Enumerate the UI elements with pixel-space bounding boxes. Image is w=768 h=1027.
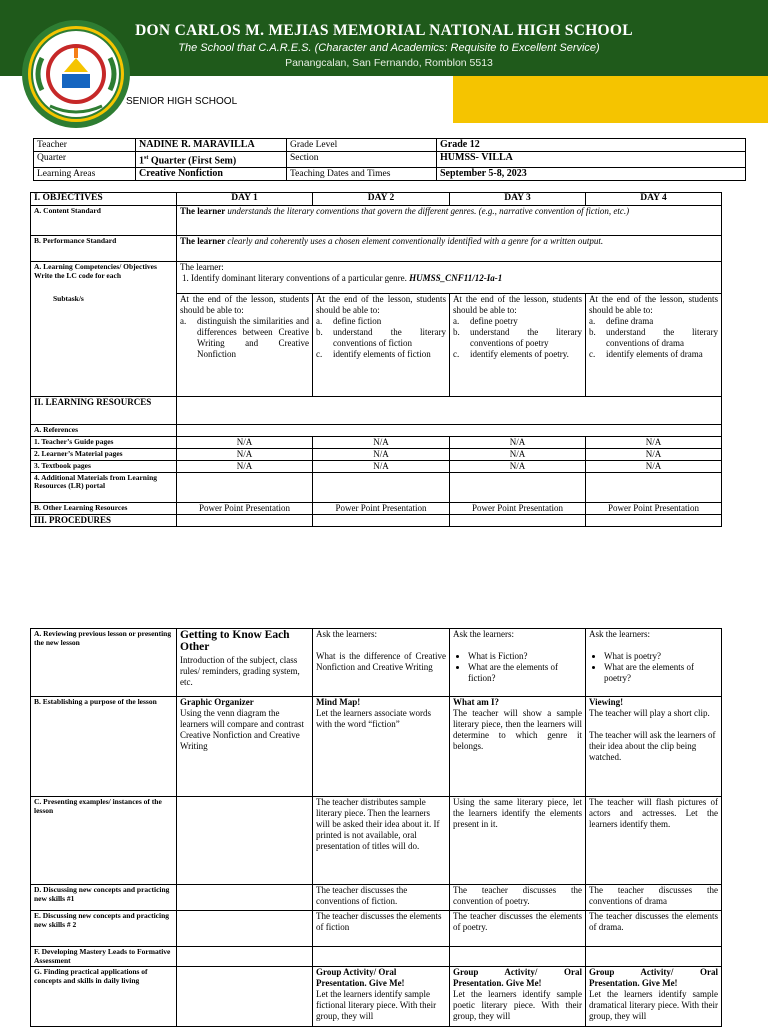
learners-material-day-3: N/A [450, 448, 586, 460]
reviewing-lesson-label: A. Reviewing previous lesson or presenting the new lesson [31, 629, 177, 697]
other-resources-label: B. Other Learning Resources [31, 502, 177, 514]
teacher-label: Teacher [34, 139, 136, 152]
textbook-day-2: N/A [313, 460, 450, 472]
applications-day-4: Group Activity/ Oral Presentation. Give Me! Let the learners identify sample dramatical literary piece. With their group, they will [586, 967, 722, 1027]
day-3-header: DAY 3 [450, 193, 586, 206]
applications-day-2: Group Activity/ Oral Presentation. Give Me! Let the learners identify sample fictional literary piece. With their group, they will [313, 967, 450, 1027]
teacher-name: NADINE R. MARAVILLA [136, 139, 287, 152]
reviewing-day-2: Ask the learners: What is the difference of Creative Nonfiction and Creative Writing [313, 629, 450, 697]
day-1-subtasks: At the end of the lesson, students should be able to: a. distinguish the similarities and differences between Creative Writing and Creative Nonfiction [177, 294, 313, 397]
presenting-day-1 [177, 797, 313, 885]
school-seal-logo [20, 18, 132, 130]
new-concepts-2-day-4: The teacher discusses the elements of drama. [586, 911, 722, 947]
quarter-label: Quarter [34, 152, 136, 168]
teacher-info-table [33, 138, 746, 181]
new-concepts-1-day-3: The teacher discusses the convention of poetry. [450, 885, 586, 911]
applications-day-1 [177, 967, 313, 1027]
yellow-banner [453, 76, 768, 123]
other-resources-day-2: Power Point Presentation [313, 502, 450, 514]
reviewing-day-1: Getting to Know Each Other Introduction of the subject, class rules/ reminders, grading system, etc. [177, 629, 313, 697]
teachers-guide-day-1: N/A [177, 436, 313, 448]
presenting-day-4: The teacher will flash pictures of actors and actresses. Let the learners identify them. [586, 797, 722, 885]
performance-standard: The learner clearly and coherently uses a chosen element conventionally identified with a genre for a written output. [177, 236, 722, 262]
grade-level: Grade 12 [437, 139, 746, 152]
section-value: HUMSS- VILLA [437, 152, 746, 168]
school-name: DON CARLOS M. MEJIAS MEMORIAL NATIONAL HIGH SCHOOL [135, 22, 633, 39]
references-blank [177, 425, 722, 437]
day-1-header: DAY 1 [177, 193, 313, 206]
school-address: Panangcalan, San Fernando, Romblon 5513 [285, 57, 493, 69]
subtasks-label: Subtask/s [31, 294, 177, 397]
day-2-header: DAY 2 [313, 193, 450, 206]
new-concepts-1-day-4: The teacher discusses the conventions of drama [586, 885, 722, 911]
lesson-plan-table [30, 192, 722, 527]
content-standard-label: A. Content Standard [31, 206, 177, 236]
mastery-day-3 [450, 947, 586, 967]
grade-level-label: Grade Level [287, 139, 437, 152]
competencies: The learner: 1. Identify dominant literary conventions of a particular genre. HUMSS_CNF11/12-Ia-1 [177, 262, 722, 294]
new-concepts-1-day-2: The teacher discusses the conventions of fiction. [313, 885, 450, 911]
objectives-heading: I. OBJECTIVES [31, 193, 177, 206]
learning-area: Creative Nonfiction [136, 168, 287, 181]
purpose-day-2: Mind Map! Let the learners associate words with the word “fiction” [313, 697, 450, 797]
presenting-day-3: Using the same literary piece, let the learners identify the elements present in it. [450, 797, 586, 885]
new-concepts-1-day-1 [177, 885, 313, 911]
teachers-guide-label: 1. Teacher’s Guide pages [31, 436, 177, 448]
other-resources-day-4: Power Point Presentation [586, 502, 722, 514]
procedures-day-1 [177, 514, 313, 526]
performance-standard-label: B. Performance Standard [31, 236, 177, 262]
learners-material-day-1: N/A [177, 448, 313, 460]
teachers-guide-day-2: N/A [313, 436, 450, 448]
mastery-day-2 [313, 947, 450, 967]
mastery-day-1 [177, 947, 313, 967]
teaching-dates: September 5-8, 2023 [437, 168, 746, 181]
procedures-heading: III. PROCEDURES [31, 514, 177, 526]
day-3-subtasks: At the end of the lesson, students should be able to: a. define poetry b. understand the literary conventions of poetry c. identify elements of poetry. [450, 294, 586, 397]
practical-applications-label: G. Finding practical applications of concepts and skills in daily living [31, 967, 177, 1027]
presenting-examples-label: C. Presenting examples/ instances of the lesson [31, 797, 177, 885]
procedures-day-4 [586, 514, 722, 526]
additional-materials-day-3 [450, 472, 586, 502]
references-label: A. References [31, 425, 177, 437]
school-tagline: The School that C.A.R.E.S. (Character and Academics: Requisite to Excellent Service) [178, 42, 600, 54]
learning-area-label: Learning Areas [34, 168, 136, 181]
section-label: Section [287, 152, 437, 168]
new-concepts-2-label: E. Discussing new concepts and practicing new skills # 2 [31, 911, 177, 947]
procedures-day-2 [313, 514, 450, 526]
textbook-day-4: N/A [586, 460, 722, 472]
learners-material-label: 2. Learner’s Material pages [31, 448, 177, 460]
new-concepts-1-label: D. Discussing new concepts and practicing new skills #1 [31, 885, 177, 911]
applications-day-3: Group Activity/ Oral Presentation. Give Me! Let the learners identify sample poetic literary piece. With their group, they will [450, 967, 586, 1027]
mastery-day-4 [586, 947, 722, 967]
additional-materials-day-2 [313, 472, 450, 502]
purpose-label: B. Establishing a purpose of the lesson [31, 697, 177, 797]
teachers-guide-day-4: N/A [586, 436, 722, 448]
school-level: SENIOR HIGH SCHOOL [126, 96, 238, 107]
textbook-pages-label: 3. Textbook pages [31, 460, 177, 472]
learning-resources-blank [177, 397, 722, 425]
purpose-day-1: Graphic Organizer Using the venn diagram the learners will compare and contrast Creative Nonfiction and Creative Writing [177, 697, 313, 797]
procedures-table [30, 628, 722, 1027]
quarter-value: 1st Quarter (First Sem) [136, 152, 287, 168]
additional-materials-day-1 [177, 472, 313, 502]
additional-materials-day-4 [586, 472, 722, 502]
new-concepts-2-day-2: The teacher discusses the elements of fiction [313, 911, 450, 947]
additional-materials-label: 4. Additional Materials from Learning Resources (LR) portal [31, 472, 177, 502]
dates-label: Teaching Dates and Times [287, 168, 437, 181]
textbook-day-3: N/A [450, 460, 586, 472]
new-concepts-2-day-1 [177, 911, 313, 947]
reviewing-day-3: Ask the learners: • What is Fiction? • What are the elements of fiction? [450, 629, 586, 697]
procedures-day-3 [450, 514, 586, 526]
new-concepts-2-day-3: The teacher discusses the elements of poetry. [450, 911, 586, 947]
day-4-header: DAY 4 [586, 193, 722, 206]
day-2-subtasks: At the end of the lesson, students should be able to: a. define fiction b. understand the literary conventions of fiction c. identify elements of fiction [313, 294, 450, 397]
other-resources-day-3: Power Point Presentation [450, 502, 586, 514]
day-4-subtasks: At the end of the lesson, students should be able to: a. define drama b. understand the literary conventions of drama c. identify elements of drama [586, 294, 722, 397]
textbook-day-1: N/A [177, 460, 313, 472]
purpose-day-3: What am I? The teacher will show a sample literary piece, then the learners will determine to which genre it belongs. [450, 697, 586, 797]
content-standard: The learner understands the literary conventions that govern the different genres. (e.g., narrative convention of fiction, etc.) [177, 206, 722, 236]
competencies-label: A. Learning Competencies/ Objectives Write the LC code for each [31, 262, 177, 294]
learning-resources-heading: II. LEARNING RESOURCES [31, 397, 177, 425]
learners-material-day-2: N/A [313, 448, 450, 460]
presenting-day-2: The teacher distributes sample literary piece. Then the learners will be asked their idea about it. If printed is not available, oral presentation of titles will do. [313, 797, 450, 885]
other-resources-day-1: Power Point Presentation [177, 502, 313, 514]
reviewing-day-4: Ask the learners: • What is poetry? • What are the elements of poetry? [586, 629, 722, 697]
learners-material-day-4: N/A [586, 448, 722, 460]
mastery-label: F. Developing Mastery Leads to Formative Assessment [31, 947, 177, 967]
teachers-guide-day-3: N/A [450, 436, 586, 448]
purpose-day-4: Viewing! The teacher will play a short clip. The teacher will ask the learners of their idea about the clip being watched. [586, 697, 722, 797]
